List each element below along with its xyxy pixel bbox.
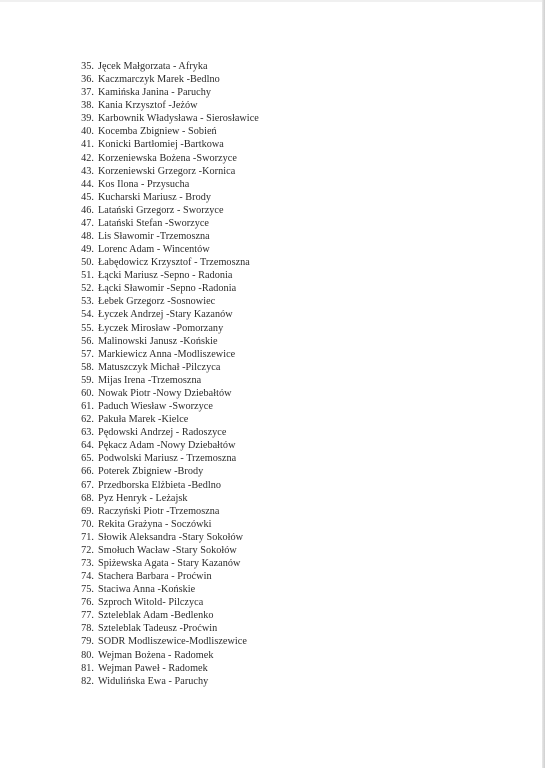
list-item-number: 73. xyxy=(81,557,94,569)
list-item-text: Kania Krzysztof -Jeżów xyxy=(98,100,198,112)
list-item-text: Pędowski Andrzej - Radoszyce xyxy=(98,427,227,439)
list-item xyxy=(78,348,518,361)
list-item xyxy=(78,531,518,544)
list-item xyxy=(78,152,518,165)
list-item-text: Kaczmarczyk Marek -Bedlno xyxy=(98,74,220,86)
list-item xyxy=(78,622,518,635)
list-item xyxy=(78,609,518,622)
list-item-text: Wejman Paweł - Radomek xyxy=(98,662,208,674)
list-item xyxy=(78,426,518,439)
list-item-text: Spiżewska Agata - Stary Kazanów xyxy=(98,557,241,569)
list-item-number: 51. xyxy=(81,270,94,282)
list-item-text: Łebek Grzegorz -Sosnowiec xyxy=(98,296,216,308)
list-item-text: Pakuła Marek -Kielce xyxy=(98,414,189,426)
list-item xyxy=(78,675,518,688)
list-item-number: 40. xyxy=(81,126,94,138)
list-item-text: Lorenc Adam - Wincentów xyxy=(98,244,210,256)
list-item xyxy=(78,322,518,335)
list-item-number: 65. xyxy=(81,453,94,465)
list-item-number: 54. xyxy=(81,309,94,321)
list-item xyxy=(78,557,518,570)
list-item-text: Korzeniewski Grzegorz -Kornica xyxy=(98,165,236,177)
list-item-number: 82. xyxy=(81,675,94,687)
list-item-number: 35. xyxy=(81,61,94,72)
list-item-text: Łącki Sławomir -Sepno -Radonia xyxy=(98,283,237,295)
list-item-number: 61. xyxy=(81,401,94,413)
list-item-number: 78. xyxy=(81,623,94,635)
list-item-number: 68. xyxy=(81,492,94,504)
list-item-number: 43. xyxy=(81,165,94,177)
list-item-number: 80. xyxy=(81,649,94,661)
list-item xyxy=(78,112,518,125)
list-item-text: Raczyński Piotr -Trzemoszna xyxy=(98,505,220,517)
list-item-number: 46. xyxy=(81,204,94,216)
list-item xyxy=(78,387,518,400)
list-item xyxy=(78,256,518,269)
list-item-number: 45. xyxy=(81,191,94,203)
list-item-number: 58. xyxy=(81,361,94,373)
list-item-text: Widulińska Ewa - Paruchy xyxy=(98,675,209,687)
list-item-text: Kamińska Janina - Paruchy xyxy=(98,87,211,99)
list-item xyxy=(78,635,518,648)
list-item xyxy=(78,308,518,321)
list-item-number: 74. xyxy=(81,571,94,583)
list-item-text: Słowik Aleksandra -Stary Sokołów xyxy=(98,531,244,543)
list-item-text: Smołuch Wacław -Stary Sokołów xyxy=(98,544,237,556)
list-item-text: Pękacz Adam -Nowy Dziebałtów xyxy=(98,440,236,452)
list-item xyxy=(78,465,518,478)
list-item-number: 41. xyxy=(81,139,94,151)
list-item-number: 42. xyxy=(81,152,94,164)
list-item-number: 70. xyxy=(81,518,94,530)
list-item xyxy=(78,518,518,531)
list-item xyxy=(78,125,518,138)
list-item xyxy=(78,165,518,178)
list-item xyxy=(78,60,518,73)
list-item-number: 39. xyxy=(81,113,94,125)
list-item xyxy=(78,282,518,295)
list-item-number: 59. xyxy=(81,374,94,386)
list-item-text: Poterek Zbigniew -Brody xyxy=(98,466,204,478)
list-item xyxy=(78,204,518,217)
list-item xyxy=(78,295,518,308)
list-item-number: 75. xyxy=(81,584,94,596)
scan-top-edge xyxy=(0,0,545,2)
list-item-text: Latański Stefan -Sworzyce xyxy=(98,217,210,229)
list-item-text: Malinowski Janusz -Końskie xyxy=(98,335,218,347)
list-item-number: 50. xyxy=(81,257,94,269)
list-item-number: 79. xyxy=(81,636,94,648)
list-item-text: Podwolski Mariusz - Trzemoszna xyxy=(98,453,237,465)
list-item xyxy=(78,269,518,282)
list-item-number: 44. xyxy=(81,178,94,190)
list-item xyxy=(78,544,518,557)
list-item-text: Mijas Irena -Trzemoszna xyxy=(98,374,202,386)
list-item xyxy=(78,230,518,243)
list-item xyxy=(78,86,518,99)
list-item xyxy=(78,374,518,387)
list-item xyxy=(78,570,518,583)
list-item xyxy=(78,596,518,609)
list-item-number: 69. xyxy=(81,505,94,517)
list-item-text: Szteleblak Tadeusz -Proćwin xyxy=(98,623,218,635)
list-item xyxy=(78,479,518,492)
list-item-text: Rekita Grażyna - Soczówki xyxy=(98,518,212,530)
list-item-text: Stachera Barbara - Proćwin xyxy=(98,571,212,583)
list-item-number: 67. xyxy=(81,479,94,491)
list-item-text: Łyczek Andrzej -Stary Kazanów xyxy=(98,309,233,321)
list-item-number: 38. xyxy=(81,100,94,112)
list-item xyxy=(78,138,518,151)
list-item xyxy=(78,649,518,662)
list-item-text: Kos Ilona - Przysucha xyxy=(98,178,190,190)
list-item-number: 63. xyxy=(81,427,94,439)
list-item-text: Lis Sławomir -Trzemoszna xyxy=(98,231,210,243)
list-item xyxy=(78,439,518,452)
list-item xyxy=(78,99,518,112)
list-item-text: Łyczek Mirosław -Pomorzany xyxy=(98,322,224,334)
list-item xyxy=(78,505,518,518)
list-item-text: Wejman Bożena - Radomek xyxy=(98,649,214,661)
list-item xyxy=(78,73,518,86)
list-item-text: Staciwa Anna -Końskie xyxy=(98,584,196,596)
list-item-number: 56. xyxy=(81,335,94,347)
list-item-text: Latański Grzegorz - Sworzyce xyxy=(98,204,224,216)
list-item-number: 66. xyxy=(81,466,94,478)
list-item xyxy=(78,191,518,204)
list-item-text: Kucharski Mariusz - Brody xyxy=(98,191,212,203)
list-item xyxy=(78,413,518,426)
list-item-number: 52. xyxy=(81,283,94,295)
list-item-number: 49. xyxy=(81,244,94,256)
list-item xyxy=(78,452,518,465)
list-item-number: 81. xyxy=(81,662,94,674)
list-item-text: Kocemba Zbigniew - Sobień xyxy=(98,126,217,138)
list-item xyxy=(78,217,518,230)
list-item-text: Przedborska Elżbieta -Bedlno xyxy=(98,479,222,491)
list-item-text: Karbownik Władysława - Sierosławice xyxy=(98,113,259,125)
list-item xyxy=(78,662,518,675)
list-item-number: 55. xyxy=(81,322,94,334)
list-item xyxy=(78,243,518,256)
list-item-text: Paduch Wiesław -Sworzyce xyxy=(98,401,213,413)
list-item-number: 53. xyxy=(81,296,94,308)
list-item-text: Szproch Witold- Pilczyca xyxy=(98,597,204,609)
list-item-text: SODR Modliszewice-Modliszewice xyxy=(98,636,247,648)
list-item-text: Korzeniewska Bożena -Sworzyce xyxy=(98,152,237,164)
list-item xyxy=(78,361,518,374)
list-item-text: Szteleblak Adam -Bedlenko xyxy=(98,610,214,622)
list-item-text: Jęcek Małgorzata - Afryka xyxy=(98,61,208,72)
list-item-number: 37. xyxy=(81,87,94,99)
list-item-number: 36. xyxy=(81,74,94,86)
list-item-text: Łabędowicz Krzysztof - Trzemoszna xyxy=(98,257,250,269)
list-item xyxy=(78,492,518,505)
list-item-number: 64. xyxy=(81,440,94,452)
list-item-text: Markiewicz Anna -Modliszewice xyxy=(98,348,236,360)
list-item xyxy=(78,583,518,596)
list-item-text: Matuszczyk Michał -Pilczyca xyxy=(98,361,221,373)
list-item-text: Łącki Mariusz -Sepno - Radonia xyxy=(98,270,233,282)
list-item xyxy=(78,400,518,413)
list-item-number: 71. xyxy=(81,531,94,543)
list-item-text: Nowak Piotr -Nowy Dziebałtów xyxy=(98,387,232,399)
participant-list xyxy=(78,60,518,688)
list-item xyxy=(78,178,518,191)
list-item-number: 47. xyxy=(81,217,94,229)
list-item xyxy=(78,335,518,348)
list-item-number: 60. xyxy=(81,387,94,399)
list-item-number: 72. xyxy=(81,544,94,556)
list-item-text: Konicki Bartłomiej -Bartkowa xyxy=(98,139,224,151)
list-item-number: 57. xyxy=(81,348,94,360)
list-item-text: Pyz Henryk - Leżajsk xyxy=(98,492,188,504)
list-item-number: 77. xyxy=(81,610,94,622)
list-item-number: 76. xyxy=(81,597,94,609)
list-item-number: 62. xyxy=(81,414,94,426)
list-item-number: 48. xyxy=(81,231,94,243)
